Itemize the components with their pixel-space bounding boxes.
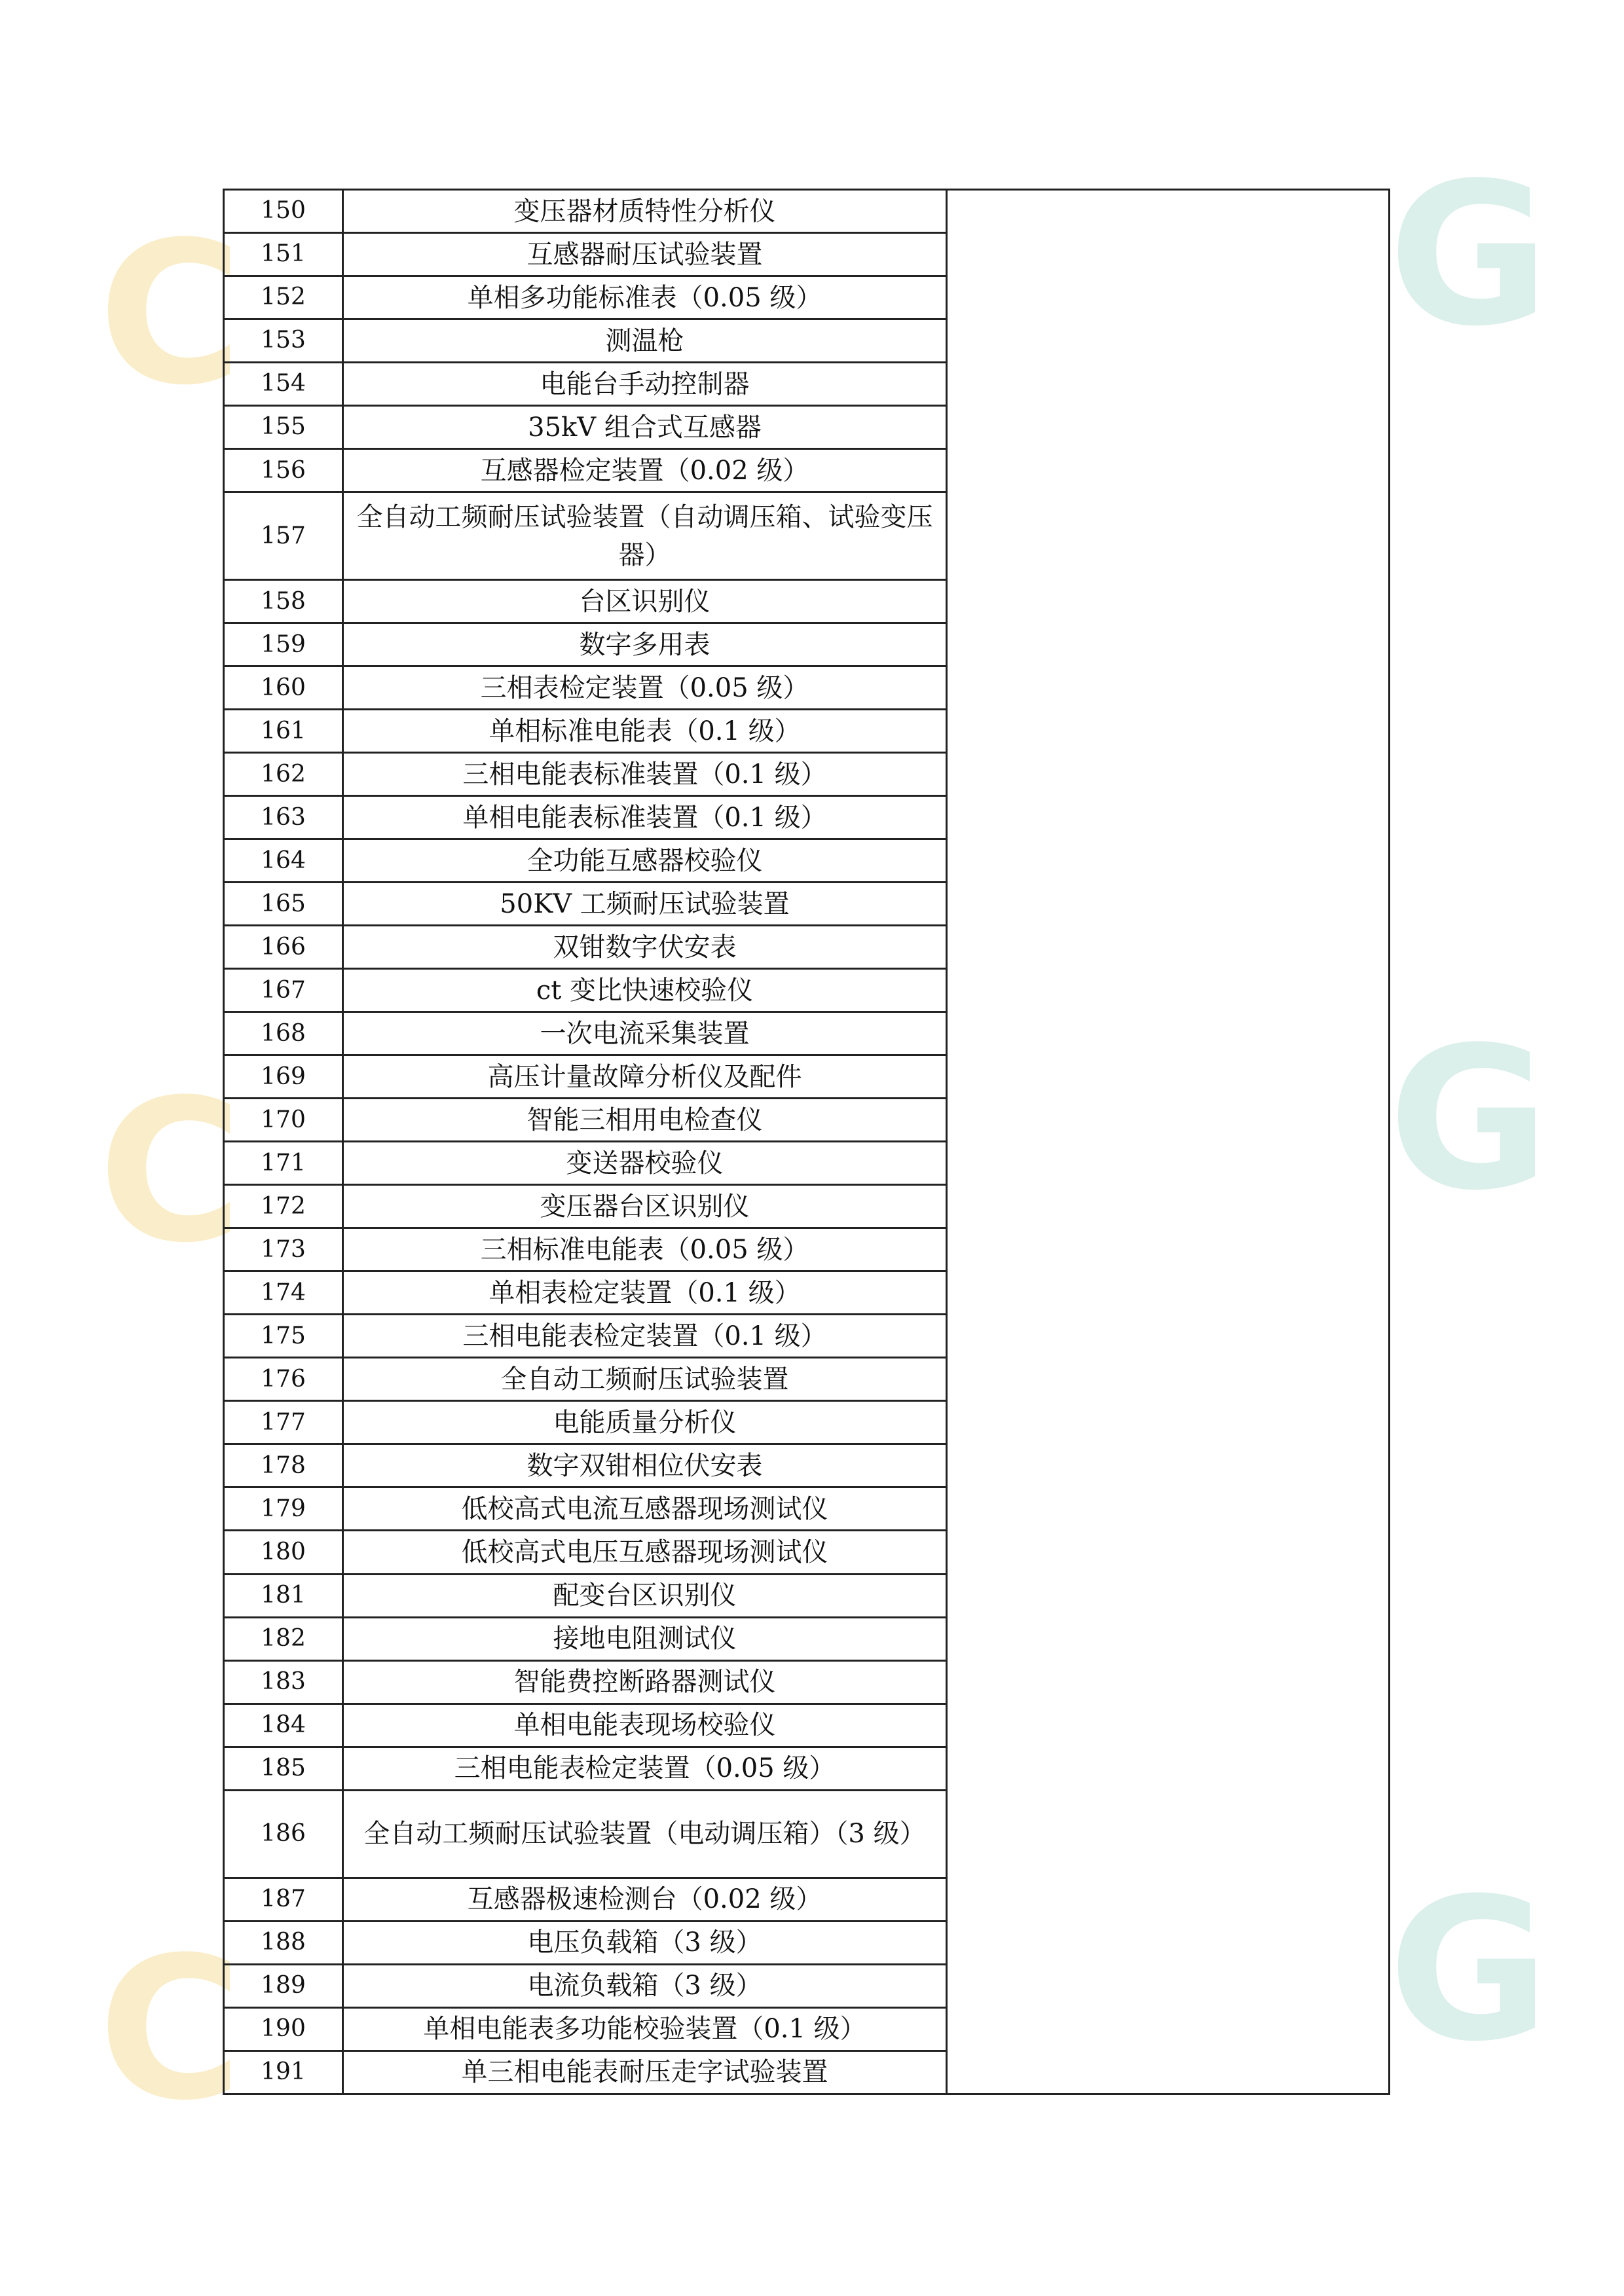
equipment-name-cell: 测温枪 <box>343 319 947 363</box>
equipment-name-cell: 三相电能表检定装置（0.05 级） <box>343 1747 947 1790</box>
equipment-name-cell: 单相电能表现场校验仪 <box>343 1704 947 1747</box>
equipment-name-cell: 单相电能表标准装置（0.1 级） <box>343 796 947 839</box>
equipment-name-cell: 数字双钳相位伏安表 <box>343 1444 947 1487</box>
equipment-name-cell: 台区识别仪 <box>343 580 947 623</box>
equipment-name-cell: 变压器材质特性分析仪 <box>343 190 947 233</box>
equipment-name-cell: 35kV 组合式互感器 <box>343 406 947 449</box>
equipment-name-cell: 低校高式电压互感器现场测试仪 <box>343 1531 947 1574</box>
row-number-cell: 159 <box>224 623 343 666</box>
equipment-name-cell: 三相表检定装置（0.05 级） <box>343 666 947 710</box>
equipment-name-cell: 互感器极速检测台（0.02 级） <box>343 1878 947 1921</box>
watermark-logo-right-bottom: G <box>1388 1856 1550 2085</box>
row-number-cell: 155 <box>224 406 343 449</box>
row-number-cell: 182 <box>224 1617 343 1660</box>
row-number-cell: 176 <box>224 1358 343 1401</box>
merged-blank-cell <box>947 190 1390 2094</box>
row-number-cell: 160 <box>224 666 343 710</box>
row-number-cell: 185 <box>224 1747 343 1790</box>
equipment-name-cell: 互感器检定装置（0.02 级） <box>343 449 947 492</box>
equipment-name-cell: 数字多用表 <box>343 623 947 666</box>
row-number-cell: 175 <box>224 1315 343 1358</box>
watermark-logo-left-middle: C <box>98 1057 243 1286</box>
equipment-name-cell: 智能费控断路器测试仪 <box>343 1660 947 1704</box>
row-number-cell: 153 <box>224 319 343 363</box>
row-number-cell: 180 <box>224 1531 343 1574</box>
row-number-cell: 171 <box>224 1142 343 1185</box>
watermark-logo-right-middle: G <box>1388 1005 1550 1233</box>
row-number-cell: 183 <box>224 1660 343 1704</box>
row-number-cell: 174 <box>224 1271 343 1315</box>
row-number-cell: 188 <box>224 1921 343 1964</box>
equipment-name-cell: 全功能互感器校验仪 <box>343 839 947 883</box>
row-number-cell: 169 <box>224 1055 343 1099</box>
equipment-name-cell: 单相多功能标准表（0.05 级） <box>343 276 947 319</box>
row-number-cell: 178 <box>224 1444 343 1487</box>
equipment-name-cell: 互感器耐压试验装置 <box>343 233 947 276</box>
equipment-name-cell: 高压计量故障分析仪及配件 <box>343 1055 947 1099</box>
row-number-cell: 179 <box>224 1487 343 1531</box>
equipment-name-cell: 电能质量分析仪 <box>343 1401 947 1444</box>
equipment-name-cell: 三相电能表标准装置（0.1 级） <box>343 753 947 796</box>
equipment-name-cell: 单相标准电能表（0.1 级） <box>343 710 947 753</box>
row-number-cell: 170 <box>224 1099 343 1142</box>
table-row <box>224 190 1390 233</box>
equipment-name-cell: 双钳数字伏安表 <box>343 926 947 969</box>
row-number-cell: 186 <box>224 1790 343 1878</box>
row-number-cell: 190 <box>224 2007 343 2050</box>
row-number-cell: 154 <box>224 363 343 406</box>
equipment-name-cell: 全自动工频耐压试验装置（自动调压箱、试验变压器） <box>343 492 947 580</box>
equipment-name-cell: 智能三相用电检查仪 <box>343 1099 947 1142</box>
equipment-name-cell: 接地电阻测试仪 <box>343 1617 947 1660</box>
row-number-cell: 158 <box>224 580 343 623</box>
row-number-cell: 187 <box>224 1878 343 1921</box>
equipment-name-cell: 变压器台区识别仪 <box>343 1185 947 1228</box>
equipment-name-cell: 单三相电能表耐压走字试验装置 <box>343 2050 947 2094</box>
row-number-cell: 173 <box>224 1228 343 1271</box>
row-number-cell: 156 <box>224 449 343 492</box>
row-number-cell: 168 <box>224 1012 343 1055</box>
equipment-table-body <box>224 190 1390 2094</box>
equipment-name-cell: ct 变比快速校验仪 <box>343 969 947 1012</box>
equipment-name-cell: 电流负载箱（3 级） <box>343 1964 947 2007</box>
row-number-cell: 189 <box>224 1964 343 2007</box>
equipment-name-cell: 三相电能表检定装置（0.1 级） <box>343 1315 947 1358</box>
row-number-cell: 184 <box>224 1704 343 1747</box>
watermark-logo-right-top: G <box>1388 141 1550 369</box>
equipment-name-cell: 全自动工频耐压试验装置 <box>343 1358 947 1401</box>
row-number-cell: 165 <box>224 883 343 926</box>
row-number-cell: 164 <box>224 839 343 883</box>
equipment-name-cell: 单相电能表多功能校验装置（0.1 级） <box>343 2007 947 2050</box>
equipment-name-cell: 低校高式电流互感器现场测试仪 <box>343 1487 947 1531</box>
row-number-cell: 161 <box>224 710 343 753</box>
equipment-table <box>223 189 1390 2095</box>
row-number-cell: 152 <box>224 276 343 319</box>
row-number-cell: 191 <box>224 2050 343 2094</box>
row-number-cell: 167 <box>224 969 343 1012</box>
equipment-name-cell: 单相表检定装置（0.1 级） <box>343 1271 947 1315</box>
row-number-cell: 177 <box>224 1401 343 1444</box>
equipment-name-cell: 一次电流采集装置 <box>343 1012 947 1055</box>
row-number-cell: 181 <box>224 1574 343 1617</box>
row-number-cell: 172 <box>224 1185 343 1228</box>
equipment-name-cell: 配变台区识别仪 <box>343 1574 947 1617</box>
watermark-logo-left-bottom: C <box>98 1915 243 2143</box>
row-number-cell: 163 <box>224 796 343 839</box>
equipment-name-cell: 全自动工频耐压试验装置（电动调压箱）（3 级） <box>343 1790 947 1878</box>
row-number-cell: 166 <box>224 926 343 969</box>
watermark-logo-left-top: C <box>98 200 243 428</box>
row-number-cell: 162 <box>224 753 343 796</box>
equipment-name-cell: 三相标准电能表（0.05 级） <box>343 1228 947 1271</box>
equipment-name-cell: 变送器校验仪 <box>343 1142 947 1185</box>
row-number-cell: 150 <box>224 190 343 233</box>
equipment-name-cell: 电压负载箱（3 级） <box>343 1921 947 1964</box>
row-number-cell: 151 <box>224 233 343 276</box>
row-number-cell: 157 <box>224 492 343 580</box>
equipment-name-cell: 电能台手动控制器 <box>343 363 947 406</box>
equipment-name-cell: 50KV 工频耐压试验装置 <box>343 883 947 926</box>
